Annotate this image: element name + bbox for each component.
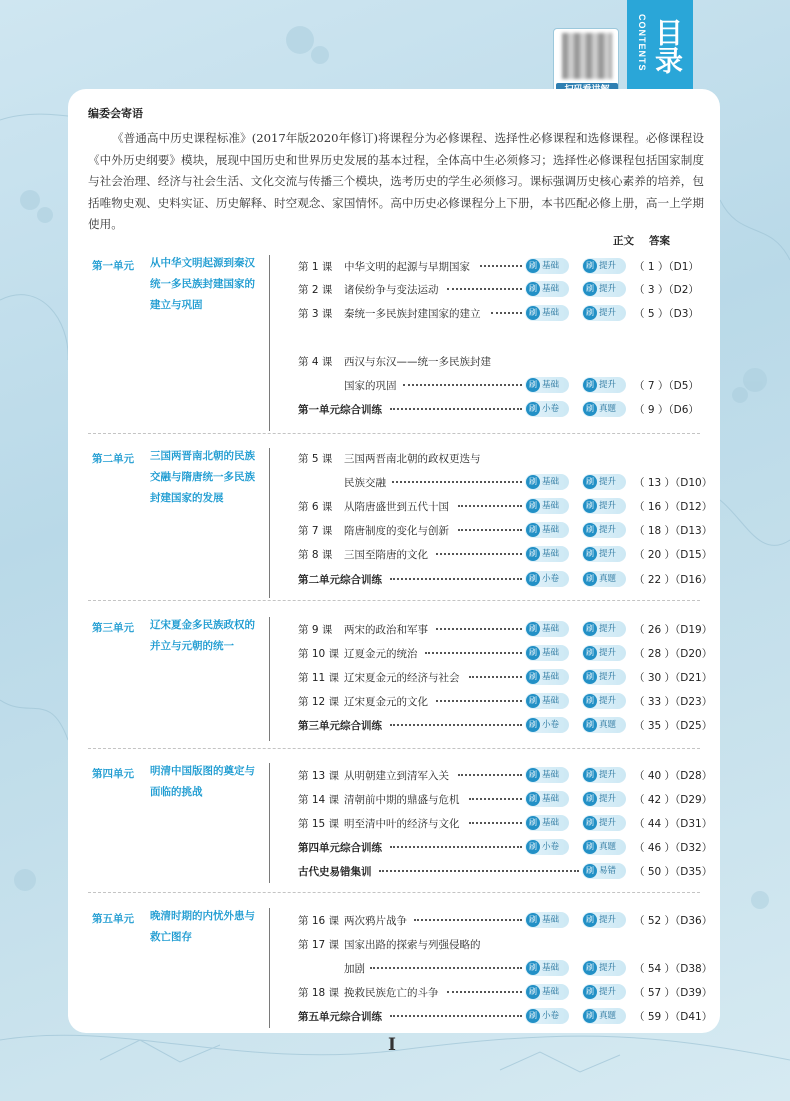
unit-divider-4 bbox=[269, 763, 270, 883]
page-reference: （ 35 ）（D25） bbox=[634, 720, 713, 732]
unit-review-row[interactable] bbox=[298, 569, 713, 591]
exercise-badge[interactable] bbox=[582, 693, 626, 709]
exercise-badge-label: 小卷 bbox=[542, 720, 560, 730]
leader-dots bbox=[491, 312, 522, 314]
exercise-badge[interactable] bbox=[582, 645, 626, 661]
exercise-badge[interactable] bbox=[582, 767, 626, 783]
page-reference: （ 59 ）（D41） bbox=[634, 1011, 713, 1023]
exercise-badge[interactable] bbox=[525, 815, 569, 831]
exercise-badge-label: 真题 bbox=[599, 404, 617, 414]
lesson-number: 第 1 课 bbox=[298, 261, 333, 273]
unit-title-2: 三国两晋南北朝的民族交融与隋唐统一多民族封建国家的发展 bbox=[150, 450, 255, 504]
exercise-badge[interactable] bbox=[582, 546, 626, 562]
exercise-badge[interactable] bbox=[525, 377, 569, 393]
lesson-title: 西汉与东汉——统一多民族封建 bbox=[344, 356, 491, 368]
review-title: 第一单元综合训练 bbox=[298, 404, 382, 416]
exercise-badge-label: 基础 bbox=[542, 648, 560, 658]
exercise-badge-label: 基础 bbox=[542, 818, 560, 828]
page-reference: （ 54 ）（D38） bbox=[634, 963, 713, 975]
brush-badge-icon: 刷 bbox=[526, 840, 540, 854]
lesson-title: 隋唐制度的变化与创新 bbox=[344, 525, 449, 537]
editor-note-title: 编委会寄语 bbox=[88, 107, 143, 120]
review-title: 第二单元综合训练 bbox=[298, 574, 382, 586]
leader-dots bbox=[458, 529, 522, 531]
intro-paragraph: 《普通高中历史课程标准》(2017年版2020年修订)将课程分为必修课程、选择性必修课程和选修课程。必修课程设《中外历史纲要》模块，展现中国历史和世界历史发展的基本过程，全体高中生必须修习；选择性必修课程包括国家制度与社会治理、经济与社会生活、文化交流与传播三个模块，选考历史的学生必须修习。课标强调历史核心素养的培养，包括唯物史观、史料实证、历史解释、时空观念、家国情怀。高中历史必修课程分上下册，本书匹配必修上册，高一上学期使用。 bbox=[88, 131, 704, 232]
exercise-badge[interactable] bbox=[582, 571, 626, 587]
exercise-badge-label: 真题 bbox=[599, 1011, 617, 1021]
exercise-badge-label: 提升 bbox=[599, 261, 617, 271]
leader-dots bbox=[458, 774, 522, 776]
exercise-badge-label: 基础 bbox=[542, 770, 560, 780]
brush-badge-icon: 刷 bbox=[583, 259, 597, 273]
page-reference: （ 52 ）（D36） bbox=[634, 915, 713, 927]
lesson-row[interactable] bbox=[298, 765, 713, 787]
leader-dots bbox=[370, 967, 522, 969]
brush-badge-icon: 刷 bbox=[526, 378, 540, 392]
lesson-number: 第 11 课 bbox=[298, 672, 340, 684]
unit-review-row[interactable] bbox=[298, 399, 703, 421]
leader-dots bbox=[436, 628, 522, 630]
exercise-badge-label: 小卷 bbox=[542, 574, 560, 584]
leader-dots bbox=[379, 870, 579, 872]
page-reference: （ 9 ）（D6） bbox=[634, 404, 699, 416]
unit-review-row[interactable] bbox=[298, 715, 713, 737]
exercise-badge[interactable] bbox=[582, 305, 626, 321]
exercise-badge-label: 基础 bbox=[542, 624, 560, 634]
brush-badge-icon: 刷 bbox=[526, 282, 540, 296]
page-reference: （ 1 ）（D1） bbox=[634, 261, 699, 273]
brush-badge-icon: 刷 bbox=[583, 622, 597, 636]
exercise-badge[interactable] bbox=[525, 522, 569, 538]
exercise-badge[interactable] bbox=[525, 693, 569, 709]
page-reference: （ 42 ）（D29） bbox=[634, 794, 713, 806]
page-reference: （ 22 ）（D16） bbox=[634, 574, 713, 586]
contents-subtitle: CONTENTS bbox=[637, 14, 647, 72]
exercise-badge[interactable] bbox=[582, 815, 626, 831]
exercise-badge[interactable] bbox=[582, 498, 626, 514]
page-reference: （ 28 ）（D20） bbox=[634, 648, 713, 660]
exercise-badge-label: 提升 bbox=[599, 963, 617, 973]
exercise-badge-label: 提升 bbox=[599, 380, 617, 390]
lesson-title: 三国至隋唐的文化 bbox=[344, 549, 428, 561]
unit-divider-2 bbox=[269, 448, 270, 598]
brush-badge-icon: 刷 bbox=[526, 1009, 540, 1023]
exercise-badge-label: 基础 bbox=[542, 963, 560, 973]
lesson-title: 三国两晋南北朝的政权更迭与 bbox=[344, 453, 481, 465]
unit-label-3: 第三单元 bbox=[92, 622, 134, 634]
leader-dots bbox=[392, 481, 522, 483]
exercise-badge[interactable] bbox=[582, 377, 626, 393]
leader-dots bbox=[425, 652, 522, 654]
lesson-number: 第 2 课 bbox=[298, 284, 333, 296]
review-title: 第四单元综合训练 bbox=[298, 842, 382, 854]
brush-badge-icon: 刷 bbox=[583, 985, 597, 999]
exercise-badge-label: 基础 bbox=[542, 501, 560, 511]
lesson-number: 第 7 课 bbox=[298, 525, 333, 537]
brush-badge-icon: 刷 bbox=[526, 259, 540, 273]
review-title: 第五单元综合训练 bbox=[298, 1011, 382, 1023]
exercise-badge[interactable] bbox=[582, 1008, 626, 1024]
exercise-badge[interactable] bbox=[525, 1008, 569, 1024]
lesson-title: 挽救民族危亡的斗争 bbox=[344, 987, 439, 999]
exercise-badge-label: 基础 bbox=[542, 696, 560, 706]
brush-badge-icon: 刷 bbox=[583, 792, 597, 806]
lesson-title: 两次鸦片战争 bbox=[344, 915, 407, 927]
brush-badge-icon: 刷 bbox=[526, 547, 540, 561]
leader-dots bbox=[390, 408, 522, 410]
exercise-badge[interactable] bbox=[582, 401, 626, 417]
lesson-row[interactable] bbox=[298, 789, 713, 811]
exercise-badge[interactable] bbox=[525, 717, 569, 733]
qr-code-image bbox=[562, 33, 612, 79]
exercise-badge-label: 提升 bbox=[599, 284, 617, 294]
exercise-badge[interactable] bbox=[525, 258, 569, 274]
lesson-number: 第 9 课 bbox=[298, 624, 333, 636]
exercise-badge[interactable] bbox=[525, 498, 569, 514]
lesson-row-title-line bbox=[298, 934, 703, 956]
lesson-number: 第 4 课 bbox=[298, 356, 333, 368]
exercise-badge-label: 基础 bbox=[542, 672, 560, 682]
lesson-row[interactable] bbox=[298, 375, 703, 397]
exercise-badge-label: 提升 bbox=[599, 770, 617, 780]
lesson-number: 第 13 课 bbox=[298, 770, 340, 782]
lesson-title-continued: 加剧 bbox=[344, 963, 365, 975]
exercise-badge-label: 提升 bbox=[599, 987, 617, 997]
brush-badge-icon: 刷 bbox=[583, 475, 597, 489]
exercise-badge[interactable] bbox=[525, 281, 569, 297]
leader-dots bbox=[390, 578, 522, 580]
lesson-number: 第 3 课 bbox=[298, 308, 333, 320]
leader-dots bbox=[403, 384, 522, 386]
brush-badge-icon: 刷 bbox=[526, 816, 540, 830]
brush-badge-icon: 刷 bbox=[526, 694, 540, 708]
leader-dots bbox=[469, 822, 522, 824]
unit-separator bbox=[88, 748, 700, 749]
lesson-title: 秦统一多民族封建国家的建立 bbox=[344, 308, 481, 320]
brush-badge-icon: 刷 bbox=[526, 961, 540, 975]
unit-label-1: 第一单元 bbox=[92, 260, 134, 272]
lesson-row[interactable] bbox=[298, 982, 713, 1004]
leader-dots bbox=[480, 265, 522, 267]
exercise-badge[interactable] bbox=[525, 571, 569, 587]
brush-badge-icon: 刷 bbox=[526, 499, 540, 513]
brush-badge-icon: 刷 bbox=[583, 523, 597, 537]
exercise-badge[interactable] bbox=[525, 645, 569, 661]
brush-badge-icon: 刷 bbox=[526, 670, 540, 684]
exercise-badge[interactable] bbox=[582, 984, 626, 1000]
exercise-badge[interactable] bbox=[525, 767, 569, 783]
lesson-row[interactable] bbox=[298, 667, 713, 689]
brush-badge-icon: 刷 bbox=[583, 718, 597, 732]
brush-badge-icon: 刷 bbox=[583, 547, 597, 561]
brush-badge-icon: 刷 bbox=[583, 768, 597, 782]
lesson-title: 辽夏金元的统治 bbox=[344, 648, 418, 660]
unit-title-4: 明清中国版图的奠定与面临的挑战 bbox=[150, 765, 255, 798]
exercise-badge-label: 基础 bbox=[542, 284, 560, 294]
exercise-badge-label: 提升 bbox=[599, 648, 617, 658]
unit-title-5: 晚清时期的内忧外患与救亡图存 bbox=[150, 910, 255, 943]
leader-dots bbox=[447, 991, 522, 993]
lesson-row[interactable] bbox=[298, 910, 713, 932]
brush-badge-icon: 刷 bbox=[583, 840, 597, 854]
exercise-badge-label: 提升 bbox=[599, 672, 617, 682]
brush-badge-icon: 刷 bbox=[526, 523, 540, 537]
exercise-badge[interactable] bbox=[525, 912, 569, 928]
brush-badge-icon: 刷 bbox=[526, 718, 540, 732]
exercise-badge[interactable] bbox=[525, 474, 569, 490]
exercise-badge-label: 基础 bbox=[542, 477, 560, 487]
brush-badge-icon: 刷 bbox=[526, 402, 540, 416]
brush-badge-icon: 刷 bbox=[526, 622, 540, 636]
exercise-badge[interactable] bbox=[582, 281, 626, 297]
lesson-title: 从明朝建立到清军入关 bbox=[344, 770, 449, 782]
lesson-title: 国家出路的探索与列强侵略的 bbox=[344, 939, 481, 951]
unit-separator bbox=[88, 433, 700, 434]
page-reference: （ 46 ）（D32） bbox=[634, 842, 713, 854]
unit-title-1: 从中华文明起源到秦汉统一多民族封建国家的建立与巩固 bbox=[150, 257, 255, 311]
exercise-badge[interactable] bbox=[525, 984, 569, 1000]
exercise-badge[interactable] bbox=[582, 791, 626, 807]
page-title: 目录 bbox=[651, 18, 684, 74]
leader-dots bbox=[390, 1015, 522, 1017]
lesson-row[interactable] bbox=[298, 691, 713, 713]
page-number: I bbox=[388, 1035, 396, 1055]
exercise-badge-label: 提升 bbox=[599, 794, 617, 804]
lesson-number: 第 16 课 bbox=[298, 915, 340, 927]
lesson-number: 第 14 课 bbox=[298, 794, 340, 806]
unit-label-5: 第五单元 bbox=[92, 913, 134, 925]
brush-badge-icon: 刷 bbox=[526, 792, 540, 806]
brush-badge-icon: 刷 bbox=[583, 816, 597, 830]
brush-badge-icon: 刷 bbox=[583, 499, 597, 513]
page-reference: （ 3 ）（D2） bbox=[634, 284, 699, 296]
exercise-badge[interactable] bbox=[582, 863, 626, 879]
lesson-row-title-line bbox=[298, 351, 703, 373]
lesson-number: 第 6 课 bbox=[298, 501, 333, 513]
exercise-badge[interactable] bbox=[525, 839, 569, 855]
unit-separator bbox=[88, 892, 700, 893]
exercise-badge-label: 提升 bbox=[599, 525, 617, 535]
lesson-title: 辽宋夏金元的经济与社会 bbox=[344, 672, 460, 684]
exercise-badge[interactable] bbox=[525, 791, 569, 807]
page-reference: （ 5 ）（D3） bbox=[634, 308, 699, 320]
exercise-badge-label: 提升 bbox=[599, 501, 617, 511]
brush-badge-icon: 刷 bbox=[583, 864, 597, 878]
unit-divider-5 bbox=[269, 908, 270, 1028]
column-head-answer: 答案 bbox=[649, 235, 670, 247]
unit-label-2: 第二单元 bbox=[92, 453, 134, 465]
exercise-badge-label: 提升 bbox=[599, 308, 617, 318]
exercise-badge-label: 小卷 bbox=[542, 404, 560, 414]
unit-review-row[interactable] bbox=[298, 837, 713, 859]
exercise-badge[interactable] bbox=[582, 621, 626, 637]
leader-dots bbox=[436, 553, 522, 555]
leader-dots bbox=[390, 846, 522, 848]
brush-badge-icon: 刷 bbox=[583, 913, 597, 927]
exercise-badge[interactable] bbox=[582, 669, 626, 685]
lesson-row[interactable] bbox=[298, 958, 713, 980]
exercise-badge-label: 提升 bbox=[599, 818, 617, 828]
page-reference: （ 13 ）（D10） bbox=[634, 477, 713, 489]
review-title: 第三单元综合训练 bbox=[298, 720, 382, 732]
page-reference: （ 26 ）（D19） bbox=[634, 624, 713, 636]
exercise-badge-label: 真题 bbox=[599, 842, 617, 852]
exercise-badge[interactable] bbox=[582, 474, 626, 490]
exercise-badge[interactable] bbox=[582, 839, 626, 855]
leader-dots bbox=[469, 798, 522, 800]
lesson-title: 中华文明的起源与早期国家 bbox=[344, 261, 470, 273]
brush-badge-icon: 刷 bbox=[583, 306, 597, 320]
lesson-row[interactable] bbox=[298, 813, 713, 835]
exercise-badge[interactable] bbox=[582, 912, 626, 928]
lesson-row[interactable] bbox=[298, 496, 713, 518]
brush-badge-icon: 刷 bbox=[526, 572, 540, 586]
brush-badge-icon: 刷 bbox=[583, 572, 597, 586]
leader-dots bbox=[447, 288, 522, 290]
page-reference: （ 50 ）（D35） bbox=[634, 866, 713, 878]
leader-dots bbox=[414, 919, 522, 921]
leader-dots bbox=[436, 700, 522, 702]
brush-badge-icon: 刷 bbox=[583, 402, 597, 416]
page-reference: （ 16 ）（D12） bbox=[634, 501, 713, 513]
page-reference: （ 20 ）（D15） bbox=[634, 549, 713, 561]
lesson-row[interactable] bbox=[298, 520, 713, 542]
brush-badge-icon: 刷 bbox=[526, 913, 540, 927]
page-reference: （ 44 ）（D31） bbox=[634, 818, 713, 830]
brush-badge-icon: 刷 bbox=[526, 475, 540, 489]
exercise-badge-label: 基础 bbox=[542, 794, 560, 804]
exercise-badge[interactable] bbox=[582, 258, 626, 274]
brush-badge-icon: 刷 bbox=[583, 1009, 597, 1023]
exercise-badge-label: 小卷 bbox=[542, 842, 560, 852]
lesson-number: 第 15 课 bbox=[298, 818, 340, 830]
exercise-badge[interactable] bbox=[525, 546, 569, 562]
exercise-badge-label: 基础 bbox=[542, 261, 560, 271]
exercise-badge-label: 提升 bbox=[599, 624, 617, 634]
lesson-row[interactable] bbox=[298, 279, 703, 301]
exercise-badge-label: 提升 bbox=[599, 549, 617, 559]
unit-divider-1 bbox=[269, 255, 270, 431]
lesson-row[interactable] bbox=[298, 544, 713, 566]
leader-dots bbox=[469, 676, 522, 678]
lesson-row[interactable] bbox=[298, 643, 713, 665]
lesson-title: 从隋唐盛世到五代十国 bbox=[344, 501, 449, 513]
lesson-number: 第 12 课 bbox=[298, 696, 340, 708]
exercise-badge[interactable] bbox=[582, 522, 626, 538]
exercise-badge-label: 提升 bbox=[599, 915, 617, 925]
brush-badge-icon: 刷 bbox=[583, 670, 597, 684]
lesson-title: 辽宋夏金元的文化 bbox=[344, 696, 428, 708]
lesson-number: 第 10 课 bbox=[298, 648, 340, 660]
review-title: 古代史易错集训 bbox=[298, 866, 372, 878]
exercise-badge-label: 提升 bbox=[599, 696, 617, 706]
brush-badge-icon: 刷 bbox=[526, 985, 540, 999]
exercise-badge[interactable] bbox=[525, 621, 569, 637]
brush-badge-icon: 刷 bbox=[526, 306, 540, 320]
lesson-number: 第 5 课 bbox=[298, 453, 333, 465]
page-reference: （ 57 ）（D39） bbox=[634, 987, 713, 999]
exercise-badge[interactable] bbox=[582, 960, 626, 976]
brush-badge-icon: 刷 bbox=[526, 646, 540, 660]
unit-divider-3 bbox=[269, 617, 270, 741]
brush-badge-icon: 刷 bbox=[583, 282, 597, 296]
lesson-title: 清朝前中期的鼎盛与危机 bbox=[344, 794, 460, 806]
lesson-title-continued: 国家的巩固 bbox=[344, 380, 397, 392]
page-reference: （ 40 ）（D28） bbox=[634, 770, 713, 782]
exercise-badge-label: 基础 bbox=[542, 915, 560, 925]
lesson-title: 诸侯纷争与变法运动 bbox=[344, 284, 439, 296]
lesson-number: 第 18 课 bbox=[298, 987, 340, 999]
leader-dots bbox=[458, 505, 522, 507]
unit-review-row[interactable] bbox=[298, 1006, 713, 1028]
exercise-badge-label: 易错 bbox=[599, 866, 617, 876]
unit-separator bbox=[88, 600, 700, 601]
lesson-title: 明至清中叶的经济与文化 bbox=[344, 818, 460, 830]
unit-review-row[interactable] bbox=[298, 861, 713, 883]
lesson-title: 两宋的政治和军事 bbox=[344, 624, 428, 636]
exercise-badge[interactable] bbox=[525, 960, 569, 976]
page-reference: （ 30 ）（D21） bbox=[634, 672, 713, 684]
lesson-row-title-line bbox=[298, 448, 703, 470]
lesson-number: 第 17 课 bbox=[298, 939, 340, 951]
lesson-row[interactable] bbox=[298, 303, 703, 325]
brush-badge-icon: 刷 bbox=[583, 694, 597, 708]
exercise-badge[interactable] bbox=[525, 305, 569, 321]
unit-label-4: 第四单元 bbox=[92, 768, 134, 780]
brush-badge-icon: 刷 bbox=[583, 378, 597, 392]
exercise-badge-label: 小卷 bbox=[542, 1011, 560, 1021]
lesson-title-continued: 民族交融 bbox=[344, 477, 386, 489]
exercise-badge-label: 提升 bbox=[599, 477, 617, 487]
exercise-badge[interactable] bbox=[525, 401, 569, 417]
lesson-row[interactable] bbox=[298, 256, 703, 278]
lesson-row[interactable] bbox=[298, 619, 713, 641]
lesson-row[interactable] bbox=[298, 472, 713, 494]
page-reference: （ 33 ）（D23） bbox=[634, 696, 713, 708]
exercise-badge-label: 基础 bbox=[542, 549, 560, 559]
exercise-badge[interactable] bbox=[582, 717, 626, 733]
brush-badge-icon: 刷 bbox=[583, 961, 597, 975]
unit-title-3: 辽宋夏金多民族政权的并立与元朝的统一 bbox=[150, 619, 255, 652]
exercise-badge-label: 基础 bbox=[542, 525, 560, 535]
exercise-badge-label: 基础 bbox=[542, 380, 560, 390]
lesson-number: 第 8 课 bbox=[298, 549, 333, 561]
leader-dots bbox=[390, 724, 522, 726]
exercise-badge-label: 真题 bbox=[599, 720, 617, 730]
column-head-main: 正文 bbox=[613, 235, 634, 247]
exercise-badge[interactable] bbox=[525, 669, 569, 685]
brush-badge-icon: 刷 bbox=[583, 646, 597, 660]
exercise-badge-label: 基础 bbox=[542, 987, 560, 997]
exercise-badge-label: 真题 bbox=[599, 574, 617, 584]
brush-badge-icon: 刷 bbox=[526, 768, 540, 782]
page-reference: （ 7 ）（D5） bbox=[634, 380, 699, 392]
page-reference: （ 18 ）（D13） bbox=[634, 525, 713, 537]
exercise-badge-label: 基础 bbox=[542, 308, 560, 318]
